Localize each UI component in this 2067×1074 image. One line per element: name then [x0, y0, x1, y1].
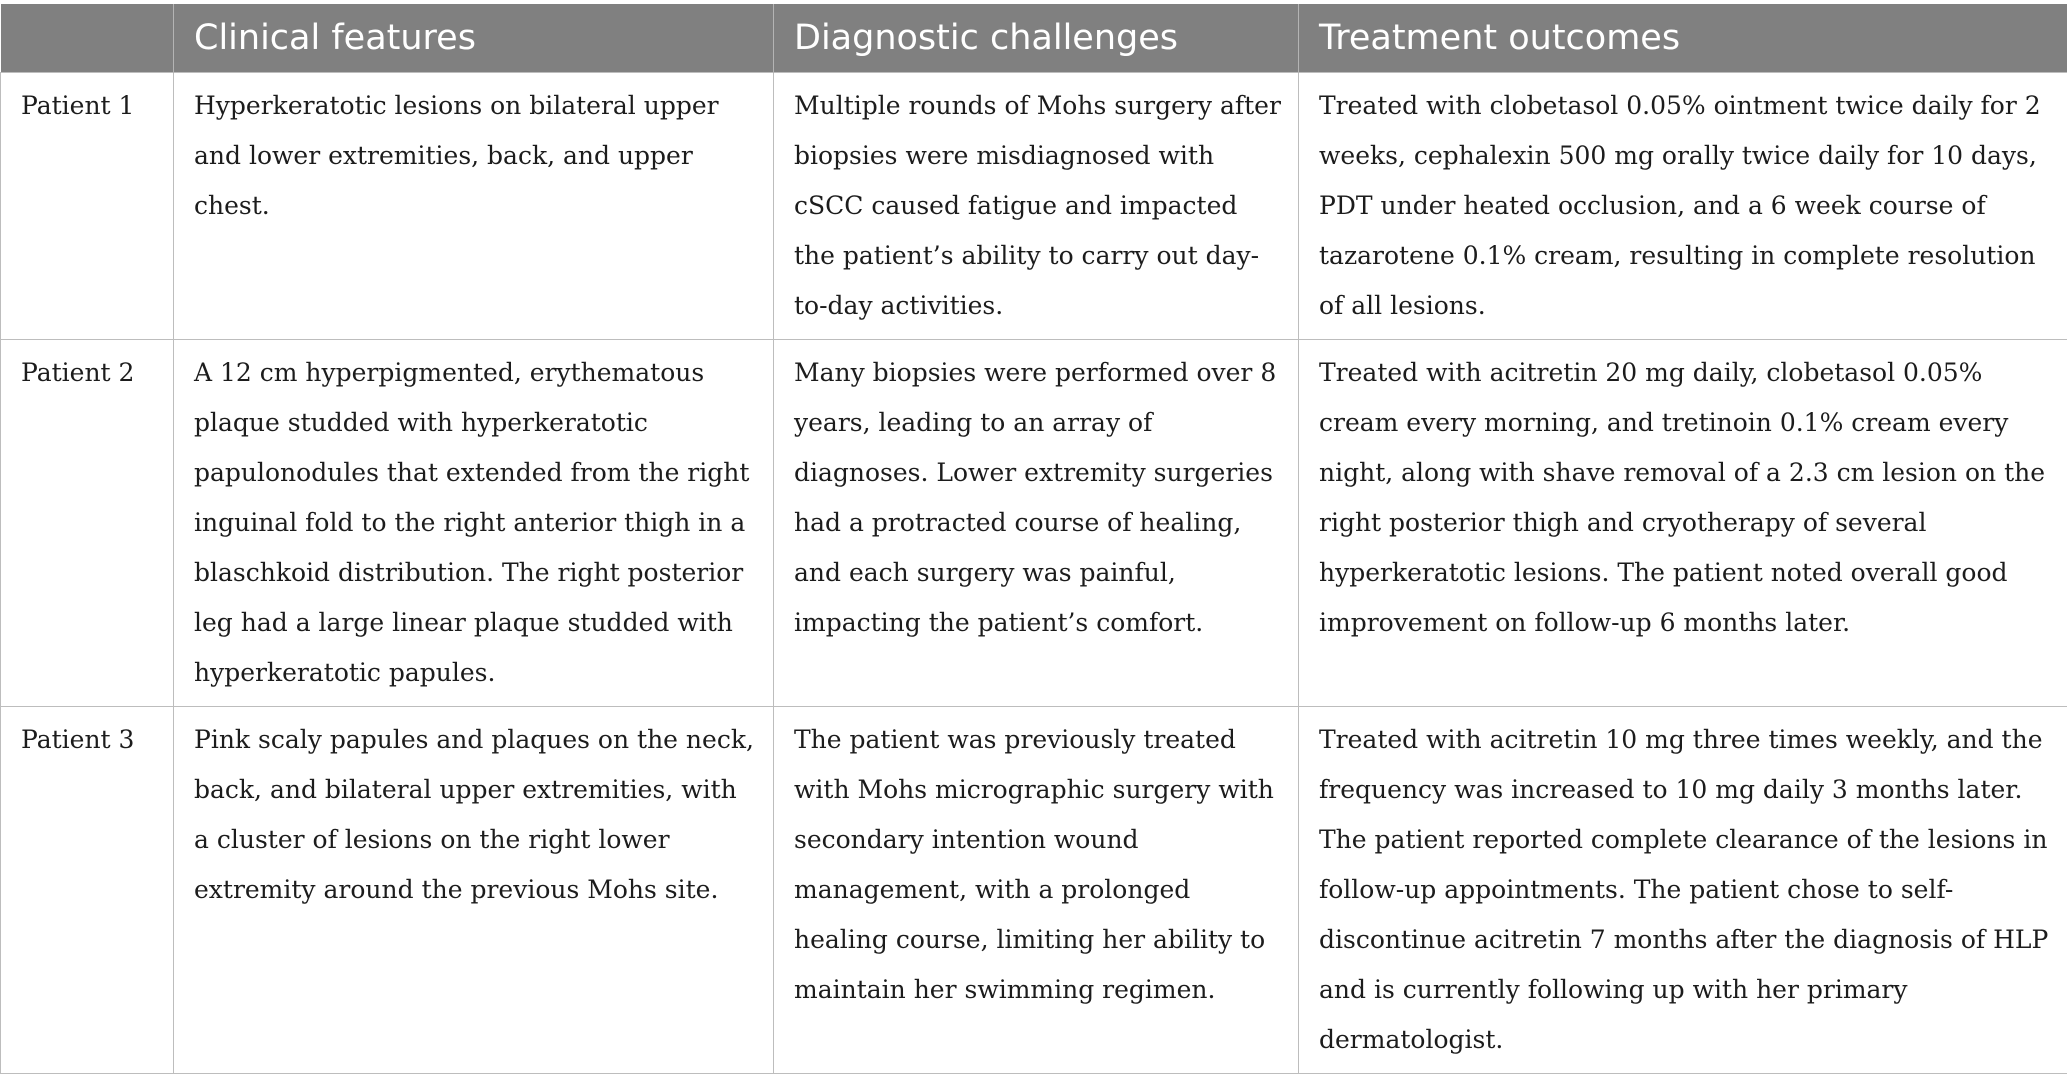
treatment-outcomes-cell: Treated with acitretin 10 mg three times weekly, and the frequency was increased to 10 mg daily 3 months later. The patient reported complete clearance of the lesions in follow-up appointments. The patient chose to self-discontinue acitretin 7 months after the diagnosis of HLP and is currently following up with her primary dermatologist.: [1299, 707, 2067, 1074]
clinical-features-cell: Hyperkeratotic lesions on bilateral upper and lower extremities, back, and upper chest.: [174, 73, 774, 340]
table-row: [1, 707, 2067, 1074]
table-row: [1, 73, 2067, 340]
patient-comparison-table: [0, 4, 2067, 1074]
patient-label: Patient 2: [1, 340, 174, 707]
table-header: [1, 4, 2067, 73]
treatment-outcomes-cell: Treated with acitretin 20 mg daily, clobetasol 0.05% cream every morning, and tretinoin 0.1% cream every night, along with shave removal of a 2.3 cm lesion on the right posterior thigh and cryotherapy of several hyperkeratotic lesions. The patient noted overall good improvement on follow-up 6 months later.: [1299, 340, 2067, 707]
treatment-outcomes-cell: Treated with clobetasol 0.05% ointment twice daily for 2 weeks, cephalexin 500 mg orally twice daily for 10 days, PDT under heated occlusion, and a 6 week course of tazarotene 0.1% cream, resulting in complete resolution of all lesions.: [1299, 73, 2067, 340]
patient-table-container: [0, 4, 2067, 1074]
header-clinical-features: Clinical features: [174, 4, 774, 73]
table-row: [1, 340, 2067, 707]
clinical-features-cell: Pink scaly papules and plaques on the neck, back, and bilateral upper extremities, with a cluster of lesions on the right lower extremity around the previous Mohs site.: [174, 707, 774, 1074]
header-treatment-outcomes: Treatment outcomes: [1299, 4, 2067, 73]
patient-label: Patient 1: [1, 73, 174, 340]
diagnostic-challenges-cell: The patient was previously treated with Mohs micrographic surgery with secondary intention wound management, with a prolonged healing course, limiting her ability to maintain her swimming regimen.: [774, 707, 1299, 1074]
patient-label: Patient 3: [1, 707, 174, 1074]
diagnostic-challenges-cell: Many biopsies were performed over 8 years, leading to an array of diagnoses. Lower extremity surgeries had a protracted course of healing, and each surgery was painful, impacting the patient’s comfort.: [774, 340, 1299, 707]
header-diagnostic-challenges: Diagnostic challenges: [774, 4, 1299, 73]
header-patient-column: [1, 4, 174, 73]
header-row: [1, 4, 2067, 73]
clinical-features-cell: A 12 cm hyperpigmented, erythematous plaque studded with hyperkeratotic papulonodules that extended from the right inguinal fold to the right anterior thigh in a blaschkoid distribution. The right posterior leg had a large linear plaque studded with hyperkeratotic papules.: [174, 340, 774, 707]
diagnostic-challenges-cell: Multiple rounds of Mohs surgery after biopsies were misdiagnosed with cSCC caused fatigue and impacted the patient’s ability to carry out day-to-day activities.: [774, 73, 1299, 340]
table-body: [1, 73, 2067, 1074]
